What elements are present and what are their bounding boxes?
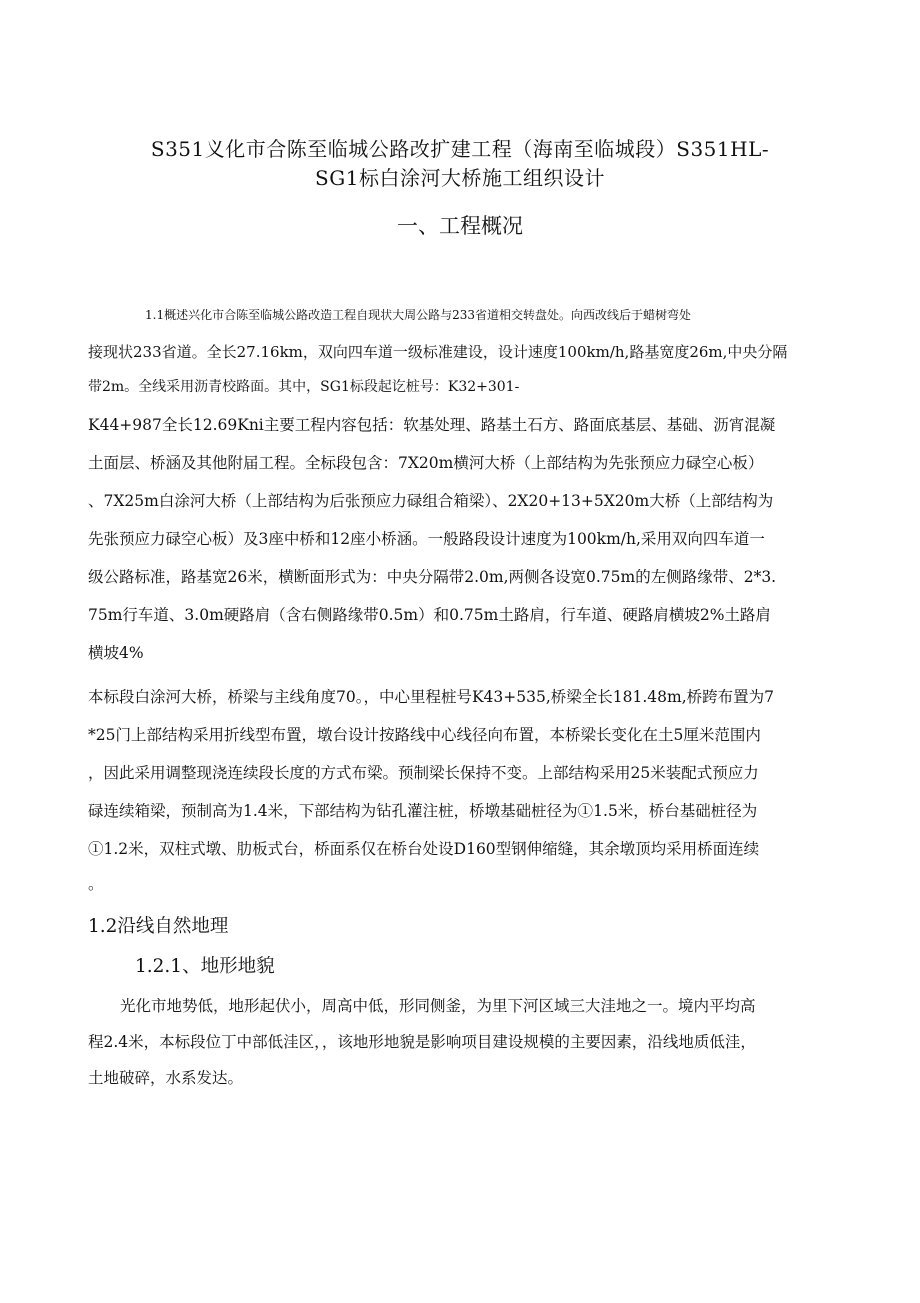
paragraph-2-line: ①1.2米，双柱式墩、肋板式台，桥面系仅在桥台处设D160型钢伸缩缝，其余墩顶均采用桥面连续 (88, 840, 760, 858)
paragraph-3-line: 光化市地势低，地形起伏小，周高中低，形同侧釜，为里下河区域三大洼地之一。境内平均高 (120, 997, 756, 1015)
paragraph-1-line: 75m行车道、3.0m硬路肩（含右侧路缘带0.5m）和0.75m土路肩，行车道、硬路肩横坡2%土路肩 (88, 606, 771, 624)
paragraph-3-line: 土地破碎，水系发达。 (88, 1069, 244, 1087)
document-title-line-2: SG1标白涂河大桥施工组织设计 (315, 166, 605, 190)
paragraph-2-line: 。 (88, 875, 104, 893)
paragraph-3-line: 程2.4米，本标段位丁中部低洼区，，该地形地貌是影响项目建设规模的主要因素，沿线地质低洼， (88, 1033, 756, 1051)
heading-1-2-1: 1.2.1、地形地貌 (135, 956, 275, 977)
paragraph-2-line: 本标段白涂河大桥，桥梁与主线角度70。，中心里程桩号K43+535,桥梁全长181.48m,桥跨布置为7 (88, 688, 774, 706)
document-title-line-1: S351义化市合陈至临城公路改扩建工程（海南至临城段）S351HL- (150, 137, 770, 161)
paragraph-1-line: 级公路标准，路基宽26米，横断面形式为：中央分隔带2.0m,两侧各设宽0.75m的左侧路缘带、2*3. (88, 568, 777, 586)
paragraph-1-line: 带2m。全线采用沥青校路面。其中，SG1标段起讫桩号：K32+301- (88, 379, 520, 395)
paragraph-1-line: 先张预应力碌空心板）及3座中桥和12座小桥涵。一般路段设计速度为100km/h,采用双向四车道一 (88, 530, 765, 548)
paragraph-2-line: *25门上部结构采用折线型布置，墩台设计按路线中心线径向布置，本桥梁长变化在土5厘米范围内 (88, 726, 761, 744)
paragraph-1-line: 土面层、桥涵及其他附届工程。全标段包含：7X20m横河大桥（上部结构为先张预应力碌空心板） (88, 454, 764, 472)
paragraph-1-line: 1.1概述兴化市合陈至临城公路改造工程自现状大周公路与233省道相交转盘处。向西改线后于蜡树弯处 (145, 308, 691, 322)
paragraph-2-line: 碌连续箱梁，预制高为1.4米，下部结构为钻孔灌注桩，桥墩基础桩径为①1.5米，桥台基础桩径为 (88, 802, 758, 820)
paragraph-1-line: 、7X25m白涂河大桥（上部结构为后张预应力碌组合箱梁）、2X20+13+5X20m大桥（上部结构为 (88, 492, 774, 510)
paragraph-1-line: K44+987全长12.69Kni主要工程内容包括：软基处理、路基土石方、路面底基层、基础、沥宵混凝 (88, 416, 776, 434)
paragraph-1-line: 接现状233省道。全长27.16km，双向四车道一级标准建设，设计速度100km/h,路基宽度26m,中央分隔 (88, 343, 788, 361)
section-heading: 一、工程概况 (397, 214, 523, 238)
paragraph-1-line: 横坡4% (88, 644, 144, 662)
paragraph-2-line: ，因此采用调整现浇连续段长度的方式布梁。预制梁长保持不变。上部结构采用25米装配式预应力 (88, 764, 759, 782)
heading-1-2: 1.2沿线自然地理 (88, 916, 229, 937)
